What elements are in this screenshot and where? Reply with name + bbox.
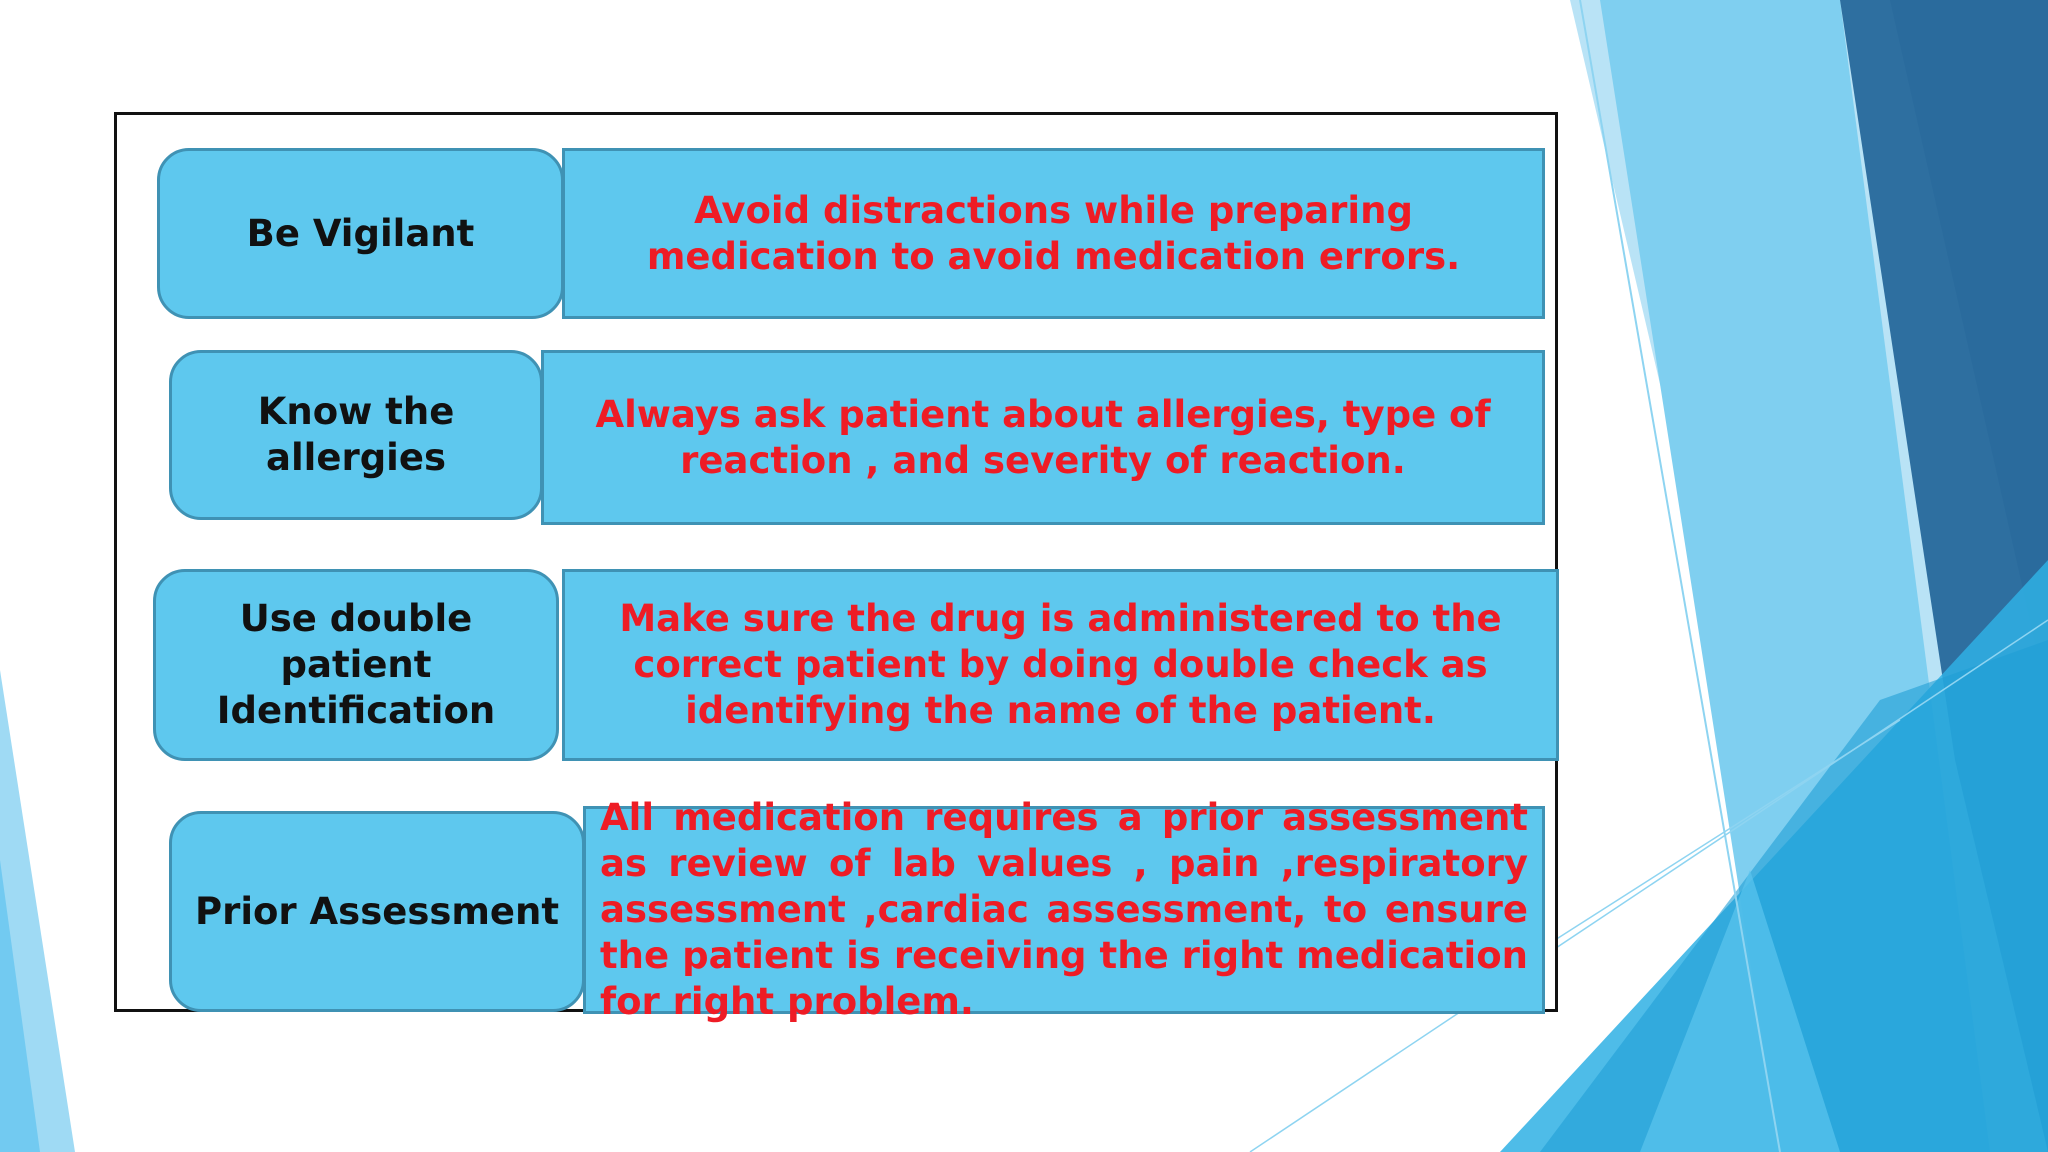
label-double-identification-text: Use double patient Identification [216,597,496,732]
label-know-allergies-text: Know the allergies [257,390,455,479]
description-double-identification [562,569,1559,761]
description-double-identification-text: Make sure the drug is administered to the correct patient by doing double check as identifying the name of the patient. [619,597,1502,732]
description-know-allergies [541,350,1545,525]
description-prior-assessment [583,796,1545,1023]
label-prior-assessment [169,811,585,1012]
label-double-identification [153,569,559,761]
description-be-vigilant-text: Avoid distractions while preparing medication to avoid medication errors. [646,188,1461,278]
label-be-vigilant [157,148,564,319]
label-be-vigilant-text: Be Vigilant [246,211,475,255]
description-prior-assessment-text: All medication requires a prior assessment as review of lab values , pain ,respiratory assessment ,cardiac assessment, to ensure the patient is receiving the right medication for right problem. [600,796,1528,1023]
label-prior-assessment-text: Prior Assessment [194,889,560,933]
label-know-allergies [169,350,543,520]
description-know-allergies-text: Always ask patient about allergies, type of reaction , and severity of reaction. [595,392,1491,482]
description-be-vigilant [562,148,1545,319]
